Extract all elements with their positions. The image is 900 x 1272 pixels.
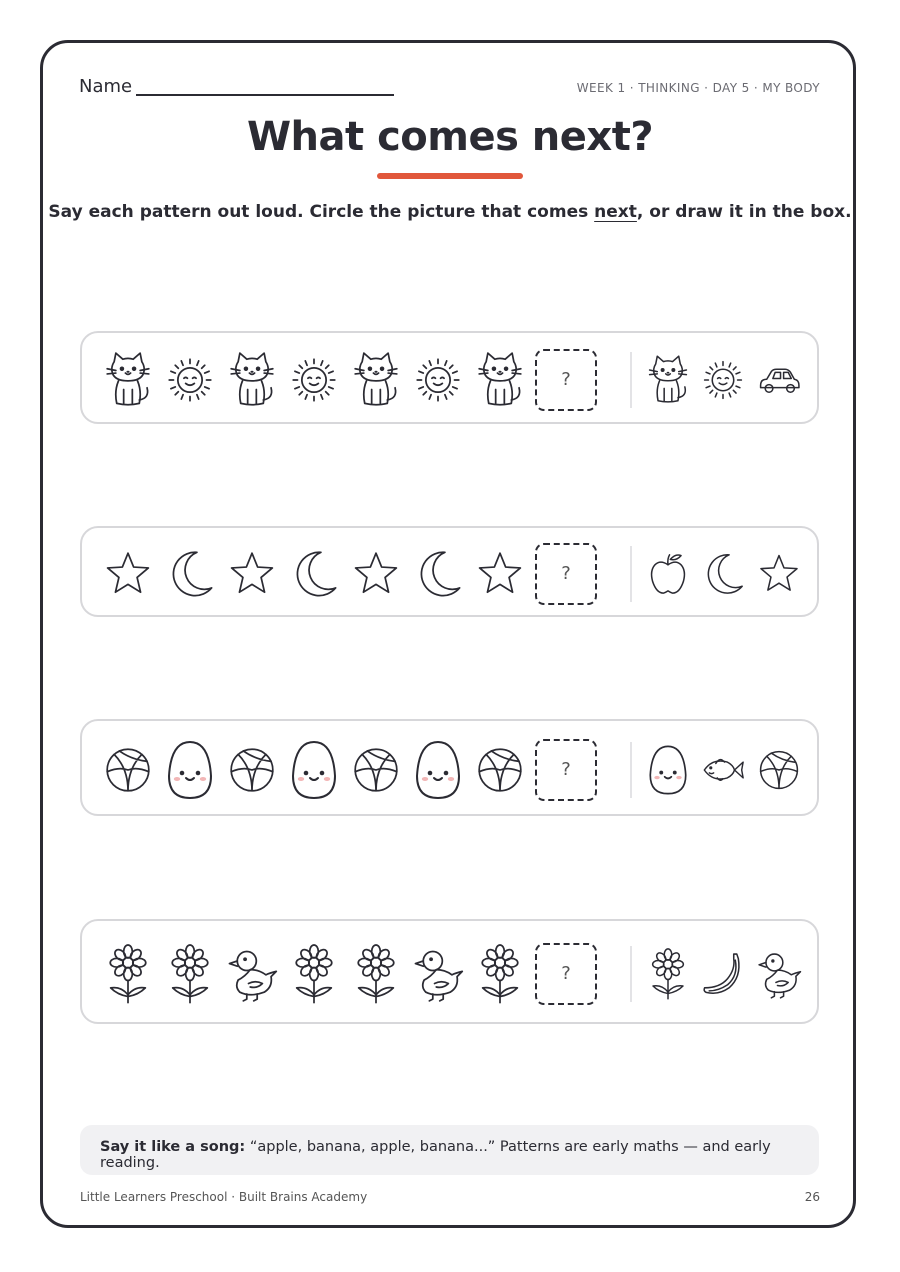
ball-icon: [102, 738, 154, 802]
sun-icon[interactable]: [700, 353, 746, 407]
instructions-emphasis: next: [594, 202, 637, 222]
answer-box[interactable]: ?: [535, 543, 597, 605]
page-title: What comes next?: [246, 114, 654, 160]
moon-icon[interactable]: [700, 547, 746, 601]
duck-icon: [226, 942, 278, 1006]
cat-icon: [474, 348, 526, 412]
name-write-line[interactable]: [136, 94, 394, 96]
flower-icon: [474, 942, 526, 1006]
tip-text: “apple, banana, apple, banana...” Patterns are early maths — and early reading.: [100, 1139, 771, 1171]
egg-icon: [164, 738, 216, 802]
flower-icon: [164, 942, 216, 1006]
star-icon: [350, 542, 402, 606]
cat-icon: [350, 348, 402, 412]
duck-icon[interactable]: [756, 947, 802, 1001]
egg-icon: [288, 738, 340, 802]
instructions-text-end: , or draw it in the box.: [636, 202, 852, 222]
fish-icon[interactable]: [700, 743, 746, 797]
star-icon: [226, 542, 278, 606]
duck-icon: [412, 942, 464, 1006]
flower-icon: [102, 942, 154, 1006]
tip-lead: Say it like a song:: [100, 1139, 246, 1155]
cat-icon: [226, 348, 278, 412]
ball-icon[interactable]: [756, 743, 802, 797]
star-icon: [102, 542, 154, 606]
ball-icon: [474, 738, 526, 802]
row-divider: [630, 352, 632, 408]
moon-icon: [412, 542, 464, 606]
pattern-row: [80, 919, 819, 1024]
moon-icon: [288, 542, 340, 606]
header-meta: WEEK 1 · THINKING · DAY 5 · MY BODY: [576, 81, 820, 95]
star-icon[interactable]: [756, 547, 802, 601]
instructions-text: Say each pattern out loud. Circle the picture that comes: [48, 202, 595, 222]
answer-box[interactable]: ?: [535, 739, 597, 801]
flower-icon[interactable]: [645, 947, 691, 1001]
pattern-row: [80, 526, 819, 617]
pattern-row: [80, 331, 819, 424]
page-number: 26: [804, 1190, 820, 1204]
flower-icon: [288, 942, 340, 1006]
apple-icon[interactable]: [645, 547, 691, 601]
cat-icon: [102, 348, 154, 412]
instructions: [0, 202, 900, 222]
sun-icon: [288, 348, 340, 412]
row-divider: [630, 946, 632, 1002]
car-icon[interactable]: [756, 353, 802, 407]
name-label: Name: [79, 76, 133, 97]
pattern-row: [80, 719, 819, 816]
footer-credit: Little Learners Preschool · Built Brains Academy: [80, 1190, 368, 1204]
tip-box: [80, 1125, 819, 1175]
ball-icon: [350, 738, 402, 802]
answer-box[interactable]: ?: [535, 349, 597, 411]
title-underline: [377, 173, 523, 179]
egg-icon[interactable]: [645, 743, 691, 797]
moon-icon: [164, 542, 216, 606]
banana-icon[interactable]: [700, 947, 746, 1001]
row-divider: [630, 546, 632, 602]
answer-box[interactable]: ?: [535, 943, 597, 1005]
egg-icon: [412, 738, 464, 802]
cat-icon[interactable]: [645, 353, 691, 407]
flower-icon: [350, 942, 402, 1006]
sun-icon: [164, 348, 216, 412]
ball-icon: [226, 738, 278, 802]
row-divider: [630, 742, 632, 798]
sun-icon: [412, 348, 464, 412]
star-icon: [474, 542, 526, 606]
